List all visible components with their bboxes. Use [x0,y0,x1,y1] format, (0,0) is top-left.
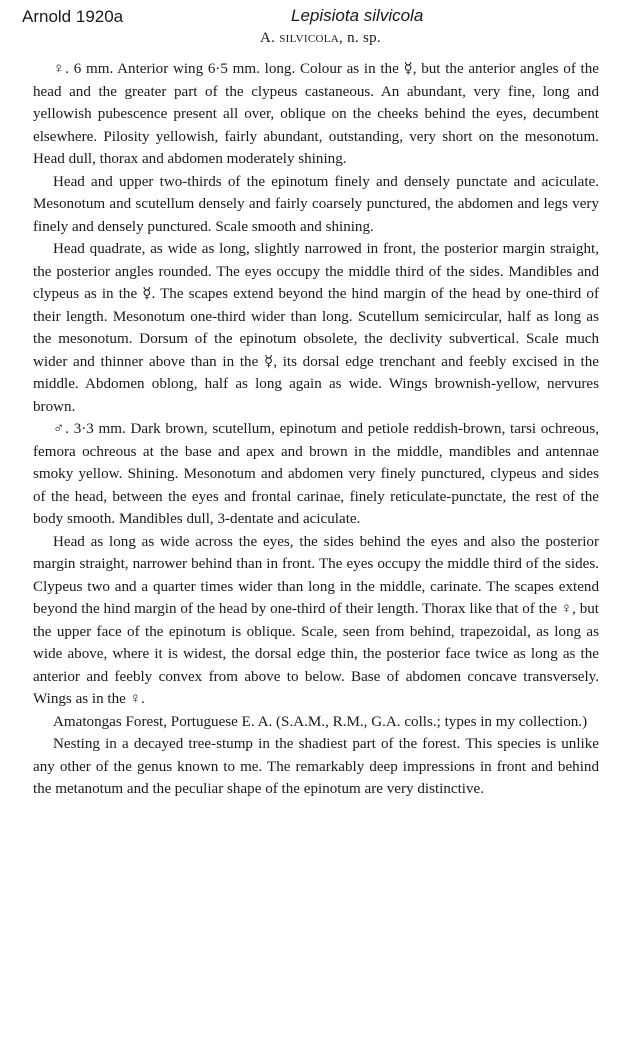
description-body [33,58,599,801]
paragraph-female-structure: Head quadrate, as wide as long, slightly narrowed in front, the posterior margin straight, the posterior angles rounded. The eyes occupy the middle third of the sides. Mandibles and clypeus as in the ☿. The scapes extend beyond the hind margin of the head by one-third of their length. Mesonotum one-third wider than long. Scutellum semicircular, half as long as the mesonotum. Dorsum of the epinotum obsolete, the declivity subvertical. Scale much wider and thinner above than in the ☿, its dorsal edge trenchant and feebly excised in the middle. Abdomen oblong, half as long again as wide. Wings brownish-yellow, nervures brown. [33,241,599,415]
paragraph-male-intro: ♂. 3·3 mm. Dark brown, scutellum, epinotum and petiole reddish-brown, tarsi ochreous, femora ochreous at the base and apex and brown in the middle, mandibles and antennae smoky yellow. Shining. Mesonotum and abdomen very finely punctured, clypeus and sides of the head, between the eyes and frontal carinae, finely reticulate-punctate, the rest of the body smooth. Mandibles dull, 3-dentate and aciculate. [33,421,599,527]
paragraph-male-structure: Head as long as wide across the eyes, the sides behind the eyes and also the posterior margin straight, narrower behind than in front. The eyes occupy the middle third of the sides. Clypeus two and a quarter times wider than long in the middle, carinate. The scapes extend beyond the hind margin of the head by one-third of their length. Thorax like that of the ♀, but the upper face of the epinotum is oblique. Scale, seen from behind, trapezoidal, as long as wide above, where it is widest, the dorsal edge thin, the posterior face twice as long as the anterior and feebly convex from above to below. Base of abdomen concave transversely. Wings as in the ♀. [33,533,599,707]
species-name: silvicola [279,30,339,46]
species-status: , n. sp. [339,30,381,46]
page-header [0,5,641,29]
paragraph-locality: Amatongas Forest, Portuguese E. A. (S.A.M., R.M., G.A. colls.; types in my collection.) [53,713,588,730]
paragraph-remarks: Nesting in a decayed tree-stump in the shadiest part of the forest. This species is unlike any other of the genus known to me. The remarkably deep impressions in front and behind the metanotum and the peculiar shape of the epinotum are very distinctive. [33,736,599,797]
paragraph-female-intro: ♀. 6 mm. Anterior wing 6·5 mm. long. Colour as in the ☿, but the anterior angles of the head and the greater part of the clypeus castaneous. An abundant, very fine, long and yellowish pubescence present all over, oblique on the cheeks behind the eyes, decumbent elsewhere. Pilosity yellowish, fairly abundant, outstanding, very short on the mesonotum. Head dull, thorax and abdomen moderately shining. [33,61,599,167]
citation-label: Arnold 1920a [22,7,124,26]
genus-abbreviation: A. [260,30,276,46]
species-heading [0,30,641,47]
taxon-name: Lepisiota silvicola [291,6,424,25]
paragraph-female-sculpture: Head and upper two-thirds of the epinotum finely and densely punctate and aciculate. Mesonotum and scutellum densely and fairly coarsely punctured, the abdomen and legs very finely and densely punctured. Scale smooth and shining. [33,173,599,235]
